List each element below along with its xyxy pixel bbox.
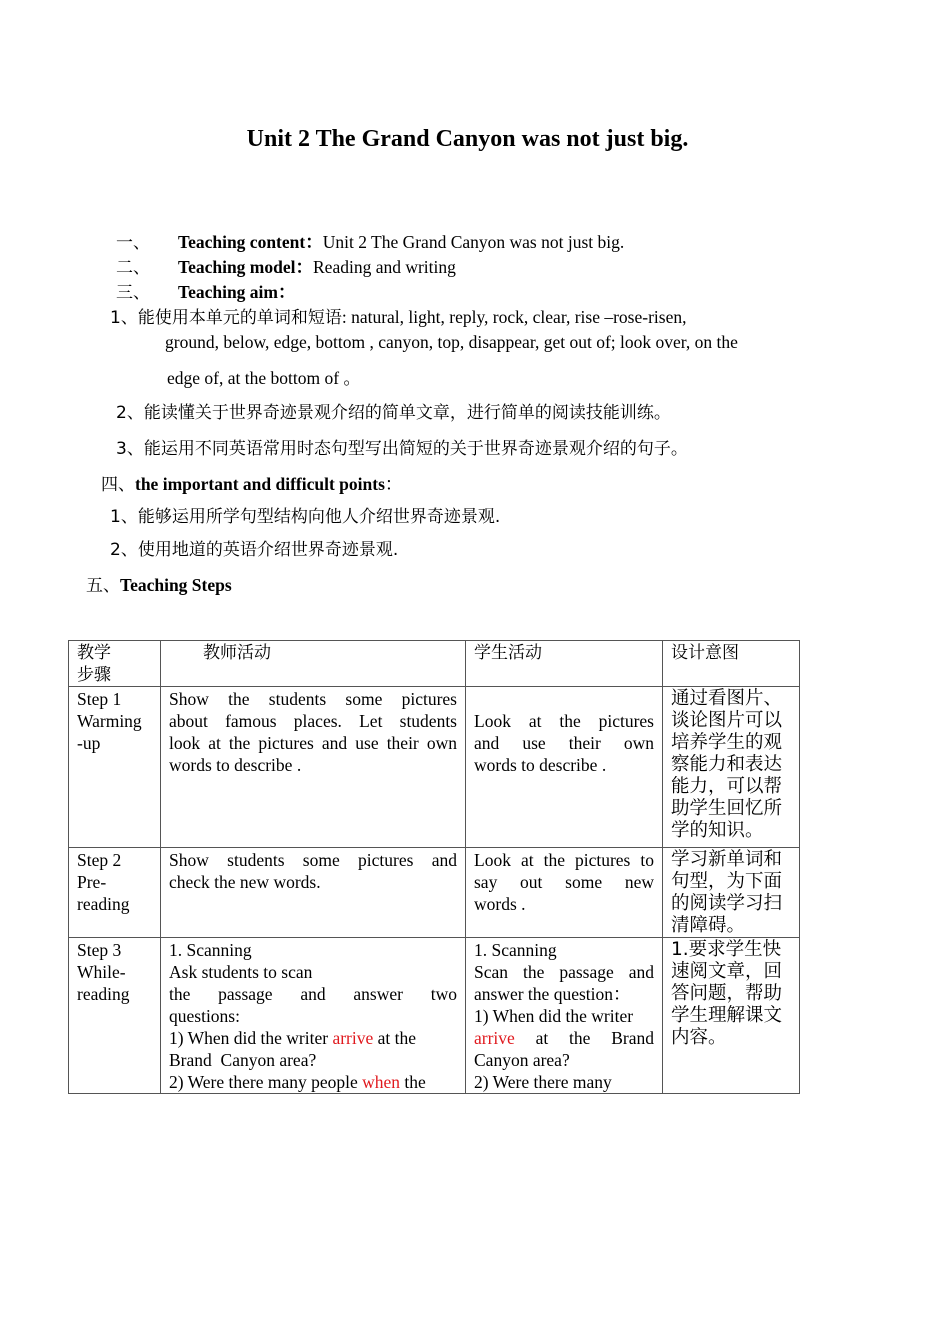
teacher-activity-cell: [161, 938, 466, 1094]
cell-text: 1. Scanning: [474, 940, 557, 960]
aim-1: [110, 306, 686, 329]
cell-text: at the Brand: [514, 1028, 654, 1048]
cell-text: Look at the pictures: [474, 711, 654, 731]
intent-text: 句型，为下面: [671, 871, 783, 892]
section-3-number: 三、: [116, 283, 150, 303]
intent-text: 答问题，帮助: [671, 983, 783, 1004]
cell-text: look at the pictures and use their own: [169, 733, 457, 753]
cell-text: words to describe .: [474, 755, 607, 775]
section-2: [178, 256, 456, 278]
cell-text: questions:: [169, 1006, 240, 1026]
header-text: 教师活动: [169, 643, 271, 663]
highlighted-word: when: [362, 1072, 401, 1092]
header-student-activity: [466, 641, 663, 687]
cell-line: [169, 1005, 457, 1027]
point-1: 1、能够运用所学句型结构向他人介绍世界奇迹景观.: [110, 507, 501, 527]
teacher-activity-cell: [161, 848, 466, 938]
cell-line: [474, 1005, 654, 1027]
header-text: 学生活动: [474, 643, 542, 663]
intent-text: 的阅读学习扫: [671, 893, 783, 914]
cell-text: Show students some pictures and: [169, 850, 457, 870]
cell-line: [474, 1027, 654, 1049]
teacher-activity-cell: [161, 687, 466, 848]
step-text: Pre-: [77, 872, 107, 892]
cell-line: [169, 1071, 457, 1093]
step-text: reading: [77, 984, 130, 1004]
cell-text: say out some new: [474, 872, 654, 892]
cell-line: [474, 871, 654, 893]
cell-line: [474, 688, 654, 710]
cell-text: Ask students to scan: [169, 962, 313, 982]
intent-text: 能力，可以帮: [671, 776, 783, 797]
teaching-steps-table: [68, 640, 800, 1094]
section-1-label: Teaching content：: [178, 232, 323, 252]
aim-3: 3、能运用不同英语常用时态句型写出简短的关于世界奇迹景观介绍的句子。: [116, 439, 688, 459]
cell-text: about famous places. Let students: [169, 711, 457, 731]
header-text: 教学: [77, 643, 111, 663]
cell-line: [169, 983, 457, 1005]
aim-1-line-3: edge of, at the bottom of 。: [167, 368, 361, 388]
cell-text: Canyon area?: [474, 1050, 570, 1070]
cell-line: [474, 893, 654, 915]
cell-text: 2) Were there many: [474, 1072, 612, 1092]
table-row: [69, 848, 800, 938]
header-teacher-activity: [161, 641, 466, 687]
cell-line: [169, 871, 457, 893]
cell-line: [169, 1027, 457, 1049]
aim-2: 2、能读懂关于世界奇迹景观介绍的简单文章，进行简单的阅读技能训练。: [116, 403, 671, 423]
student-activity-cell: [466, 848, 663, 938]
document-title: Unit 2 The Grand Canyon was not just big.: [246, 126, 689, 152]
intent-text: 内容。: [671, 1027, 727, 1048]
cell-line: [474, 961, 654, 983]
cell-text: and use their own: [474, 733, 654, 753]
intent-text: 学习新单词和: [671, 849, 783, 870]
cell-line: [474, 1049, 654, 1071]
cell-line: [474, 983, 654, 1005]
section-4-label: the important and difficult points: [135, 474, 385, 494]
section-5: [86, 574, 232, 597]
point-2: 2、使用地道的英语介绍世界奇迹景观.: [110, 540, 399, 560]
step-text: Warming: [77, 711, 142, 731]
step-text: Step 3: [77, 940, 122, 960]
step-text: While-: [77, 962, 126, 982]
highlighted-word: arrive: [332, 1028, 374, 1048]
cell-line: [169, 710, 457, 732]
intent-text: 学的知识。: [671, 820, 764, 841]
header-text: 设计意图: [671, 643, 739, 663]
cell-line: [169, 849, 457, 871]
table-row: [69, 938, 800, 1094]
cell-text: 1) When did the writer: [474, 1006, 634, 1026]
intent-text: 谈论图片可以: [671, 710, 783, 731]
cell-line: [169, 754, 457, 776]
aim-1-line-2: ground, below, edge, bottom , canyon, top, disappear, get out of; look over, on the: [165, 332, 738, 352]
cell-text: Look at the pictures to: [474, 850, 654, 870]
cell-text: Scan the passage and: [474, 962, 654, 982]
cell-line: [474, 849, 654, 871]
intent-text: 速阅文章，回: [671, 961, 783, 982]
section-1-value: Unit 2 The Grand Canyon was not just big.: [322, 232, 625, 252]
step-cell: [69, 687, 161, 848]
intent-text: 培养学生的观: [671, 732, 783, 753]
cell-line: [474, 1071, 654, 1093]
section-4: [101, 473, 402, 496]
section-5-number: 五、: [86, 576, 120, 596]
cell-text: 1. Scanning: [169, 940, 252, 960]
highlighted-word: arrive: [474, 1028, 515, 1048]
cell-line: [474, 754, 654, 776]
cell-text: at the: [373, 1028, 417, 1048]
cell-line: [169, 1049, 457, 1071]
section-5-label: Teaching Steps: [120, 575, 232, 595]
section-4-number: 四、: [101, 475, 135, 495]
cell-text: the passage and answer two: [169, 984, 457, 1004]
cell-line: [474, 939, 654, 961]
step-text: Step 1: [77, 689, 122, 709]
cell-text: Brand Canyon area?: [169, 1050, 317, 1070]
step-text: reading: [77, 894, 130, 914]
cell-text: 1) When did the writer: [169, 1028, 333, 1048]
intent-text: 助学生回忆所: [671, 798, 783, 819]
section-3-label: Teaching aim：: [178, 282, 296, 302]
cell-line: [474, 732, 654, 754]
cell-text: the: [400, 1072, 426, 1092]
intent-text: 察能力和表达: [671, 754, 783, 775]
step-cell: [69, 938, 161, 1094]
cell-line: [169, 732, 457, 754]
cell-line: [169, 961, 457, 983]
intent-text: 清障碍。: [671, 915, 746, 936]
student-activity-cell: [466, 687, 663, 848]
aim-1-words: : natural, light, reply, rock, clear, rise –rose-risen,: [341, 307, 687, 327]
step-text: -up: [77, 733, 101, 753]
cell-text: words .: [474, 894, 526, 914]
aim-1-prefix: 1、能使用本单元的单词和短语: [110, 308, 342, 328]
intent-text: 学生理解课文: [671, 1005, 783, 1026]
header-text: 步骤: [77, 665, 111, 685]
cell-text: 2) Were there many people: [169, 1072, 363, 1092]
intent-text: 1.要求学生快: [671, 939, 782, 960]
student-activity-cell: [466, 938, 663, 1094]
section-2-label: Teaching model：: [178, 257, 313, 277]
cell-text: Show the students some pictures: [169, 689, 457, 709]
section-1: [178, 231, 624, 253]
design-intent-cell: [663, 848, 800, 938]
cell-line: [474, 710, 654, 732]
cell-text: words to describe .: [169, 755, 302, 775]
header-design-intent: [663, 641, 800, 687]
header-step: [69, 641, 161, 687]
step-text: Step 2: [77, 850, 122, 870]
cell-line: [169, 688, 457, 710]
design-intent-cell: [663, 687, 800, 848]
intent-text: 通过看图片、: [671, 688, 783, 709]
section-4-colon: ：: [384, 474, 403, 494]
design-intent-cell: [663, 938, 800, 1094]
section-2-value: Reading and writing: [313, 257, 456, 277]
table-row: [69, 687, 800, 848]
section-2-number: 二、: [116, 258, 150, 278]
table-header-row: [69, 641, 800, 687]
cell-line: [169, 939, 457, 961]
section-1-number: 一、: [116, 233, 150, 253]
cell-text: answer the question：: [474, 984, 631, 1004]
cell-text: check the new words.: [169, 872, 321, 892]
step-cell: [69, 848, 161, 938]
